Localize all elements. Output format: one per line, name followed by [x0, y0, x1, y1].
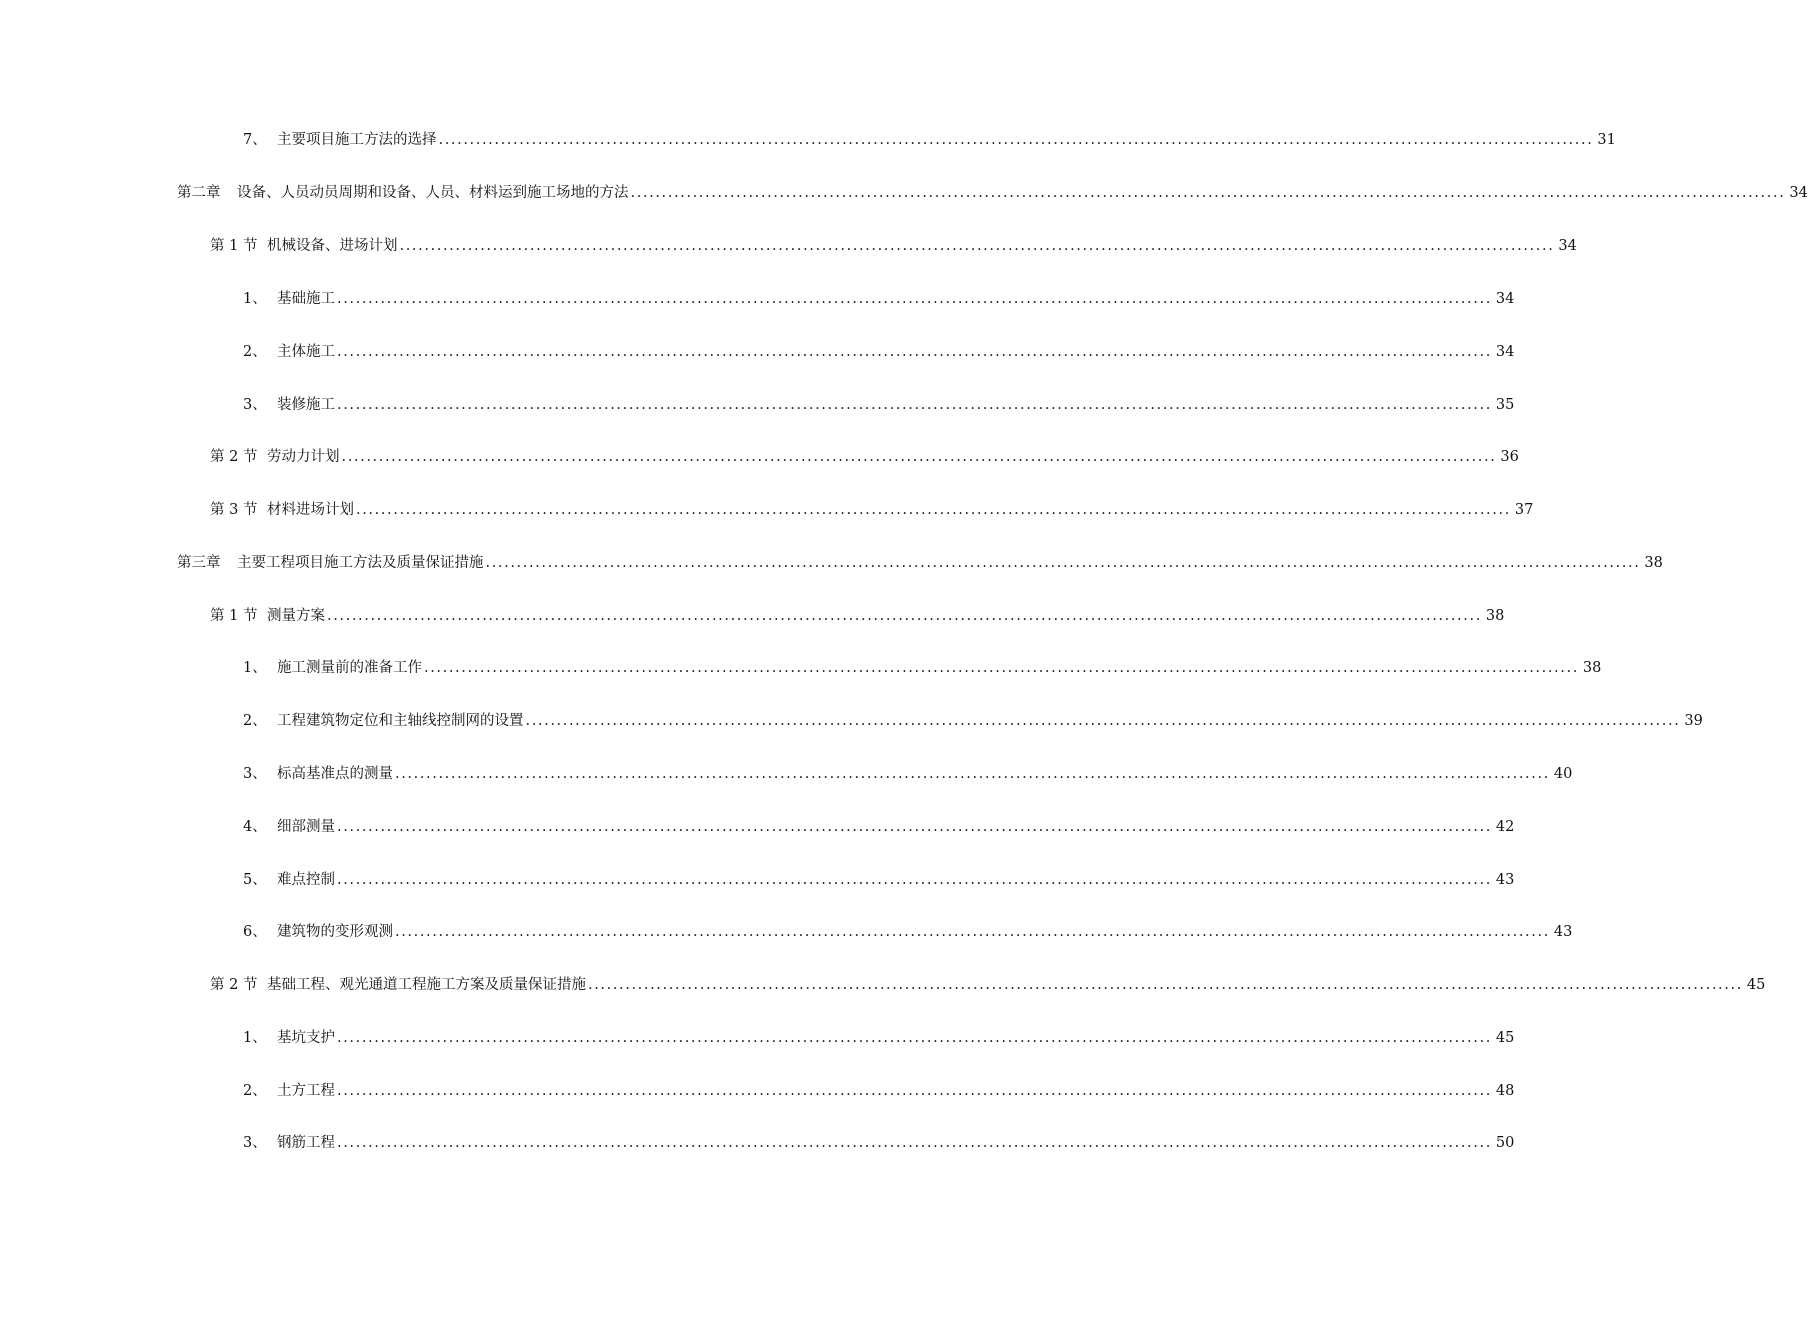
toc-entry[interactable]	[177, 549, 1663, 573]
toc-entry-title: 钢筋工程	[277, 1135, 335, 1151]
toc-entry-page: 43	[1495, 872, 1515, 888]
toc-entry[interactable]	[243, 338, 1515, 362]
toc-entry-number: 5、	[243, 872, 267, 888]
toc-entry[interactable]	[177, 179, 1808, 203]
toc-entry-number: 1、	[243, 660, 267, 676]
toc-entry-page: 38	[1644, 555, 1663, 571]
toc-entry-number: 第二章	[177, 185, 221, 201]
toc-entry-title: 工程建筑物定位和主轴线控制网的设置	[277, 713, 524, 729]
toc-entry[interactable]	[243, 126, 1616, 150]
toc-dot-leader: ..........................................................................................................................................................................................	[424, 660, 1579, 676]
toc-dot-leader: ..........................................................................................................................................................................................	[395, 924, 1550, 940]
toc-dot-leader: ..........................................................................................................................................................................................	[525, 713, 1681, 729]
toc-entry[interactable]	[210, 496, 1534, 520]
toc-dot-leader: ..........................................................................................................................................................................................	[341, 449, 1497, 465]
toc-entry[interactable]	[210, 443, 1519, 467]
toc-entry-number: 2、	[243, 713, 267, 729]
toc-entry-number: 第 2 节	[210, 449, 258, 465]
toc-entry-page: 43	[1553, 924, 1573, 940]
toc-entry[interactable]	[243, 707, 1703, 731]
toc-entry-title: 基础工程、观光通道工程施工方案及质量保证措施	[267, 977, 586, 993]
toc-dot-leader: ..........................................................................................................................................................................................	[630, 185, 1786, 201]
toc-entry[interactable]	[243, 1024, 1515, 1048]
toc-entry[interactable]	[210, 232, 1577, 256]
toc-entry-title: 主体施工	[277, 344, 335, 360]
toc-entry-title: 施工测量前的准备工作	[277, 660, 422, 676]
toc-entry[interactable]	[243, 1077, 1515, 1101]
toc-dot-leader: ..........................................................................................................................................................................................	[327, 608, 1482, 624]
toc-entry-title: 标高基准点的测量	[277, 766, 393, 782]
toc-entry-title: 材料进场计划	[267, 502, 354, 518]
toc-entry-page: 34	[1789, 185, 1808, 201]
toc-entry-page: 45	[1495, 1030, 1515, 1046]
toc-dot-leader: ..........................................................................................................................................................................................	[438, 132, 1594, 148]
toc-entry-number: 6、	[243, 924, 267, 940]
toc-entry-page: 39	[1684, 713, 1703, 729]
toc-entry[interactable]	[210, 602, 1505, 626]
toc-entry-page: 34	[1558, 238, 1577, 254]
toc-entry-title: 劳动力计划	[267, 449, 340, 465]
toc-dot-leader: ..........................................................................................................................................................................................	[337, 1135, 1492, 1151]
toc-dot-leader: ..........................................................................................................................................................................................	[485, 555, 1641, 571]
toc-entry-number: 2、	[243, 1083, 267, 1099]
toc-dot-leader: ..........................................................................................................................................................................................	[356, 502, 1511, 518]
toc-entry-page: 42	[1495, 819, 1515, 835]
toc-entry-title: 土方工程	[277, 1083, 335, 1099]
toc-entry-number: 3、	[243, 397, 267, 413]
toc-entry-title: 主要工程项目施工方法及质量保证措施	[237, 555, 484, 571]
toc-dot-leader: ..........................................................................................................................................................................................	[395, 766, 1550, 782]
toc-dot-leader: ..........................................................................................................................................................................................	[337, 819, 1492, 835]
toc-entry-number: 1、	[243, 291, 267, 307]
toc-entry-title: 机械设备、进场计划	[267, 238, 398, 254]
toc-entry-page: 34	[1495, 291, 1515, 307]
toc-entry-number: 第 2 节	[210, 977, 258, 993]
toc-entry-title: 主要项目施工方法的选择	[277, 132, 437, 148]
toc-entry-page: 45	[1746, 977, 1766, 993]
toc-entry-page: 31	[1597, 132, 1616, 148]
toc-dot-leader: ..........................................................................................................................................................................................	[337, 397, 1492, 413]
toc-entry-number: 第 3 节	[210, 502, 258, 518]
toc-entry[interactable]	[210, 971, 1766, 995]
toc-entry[interactable]	[243, 866, 1515, 890]
toc-entry[interactable]	[243, 1129, 1515, 1153]
toc-entry-title: 基础施工	[277, 291, 335, 307]
toc-dot-leader: ..........................................................................................................................................................................................	[337, 1030, 1492, 1046]
toc-dot-leader: ..........................................................................................................................................................................................	[399, 238, 1555, 254]
toc-entry[interactable]	[243, 391, 1515, 415]
toc-entry-title: 设备、人员动员周期和设备、人员、材料运到施工场地的方法	[237, 185, 629, 201]
toc-entry-page: 34	[1495, 344, 1515, 360]
toc-entry-page: 37	[1514, 502, 1534, 518]
toc-entry-page: 35	[1495, 397, 1515, 413]
toc-entry-page: 40	[1553, 766, 1573, 782]
toc-entry[interactable]	[243, 918, 1573, 942]
toc-entry-number: 7、	[243, 132, 267, 148]
toc-entry-number: 第 1 节	[210, 238, 258, 254]
toc-entry-page: 38	[1485, 608, 1505, 624]
toc-dot-leader: ..........................................................................................................................................................................................	[337, 291, 1492, 307]
toc-dot-leader: ..........................................................................................................................................................................................	[337, 1083, 1492, 1099]
toc-entry[interactable]	[243, 760, 1573, 784]
toc-entry-title: 建筑物的变形观测	[277, 924, 393, 940]
toc-dot-leader: ..........................................................................................................................................................................................	[337, 344, 1492, 360]
toc-entry[interactable]	[243, 285, 1515, 309]
toc-entry-page: 48	[1495, 1083, 1515, 1099]
toc-entry-title: 测量方案	[267, 608, 325, 624]
toc-entry-title: 装修施工	[277, 397, 335, 413]
toc-entry-number: 3、	[243, 1135, 267, 1151]
toc-entry-number: 2、	[243, 344, 267, 360]
toc-entry-number: 1、	[243, 1030, 267, 1046]
toc-entry-number: 4、	[243, 819, 267, 835]
toc-entry-page: 36	[1500, 449, 1519, 465]
toc-entry[interactable]	[243, 813, 1515, 837]
toc-entry-number: 第三章	[177, 555, 221, 571]
toc-entry-number: 第 1 节	[210, 608, 258, 624]
toc-entry-number: 3、	[243, 766, 267, 782]
toc-entry-title: 细部测量	[277, 819, 335, 835]
toc-entry-title: 难点控制	[277, 872, 335, 888]
toc-dot-leader: ..........................................................................................................................................................................................	[588, 977, 1743, 993]
toc-entry-title: 基坑支护	[277, 1030, 335, 1046]
toc-entry[interactable]	[243, 654, 1602, 678]
toc-dot-leader: ..........................................................................................................................................................................................	[337, 872, 1492, 888]
toc-entry-page: 38	[1582, 660, 1602, 676]
toc-entry-page: 50	[1495, 1135, 1515, 1151]
